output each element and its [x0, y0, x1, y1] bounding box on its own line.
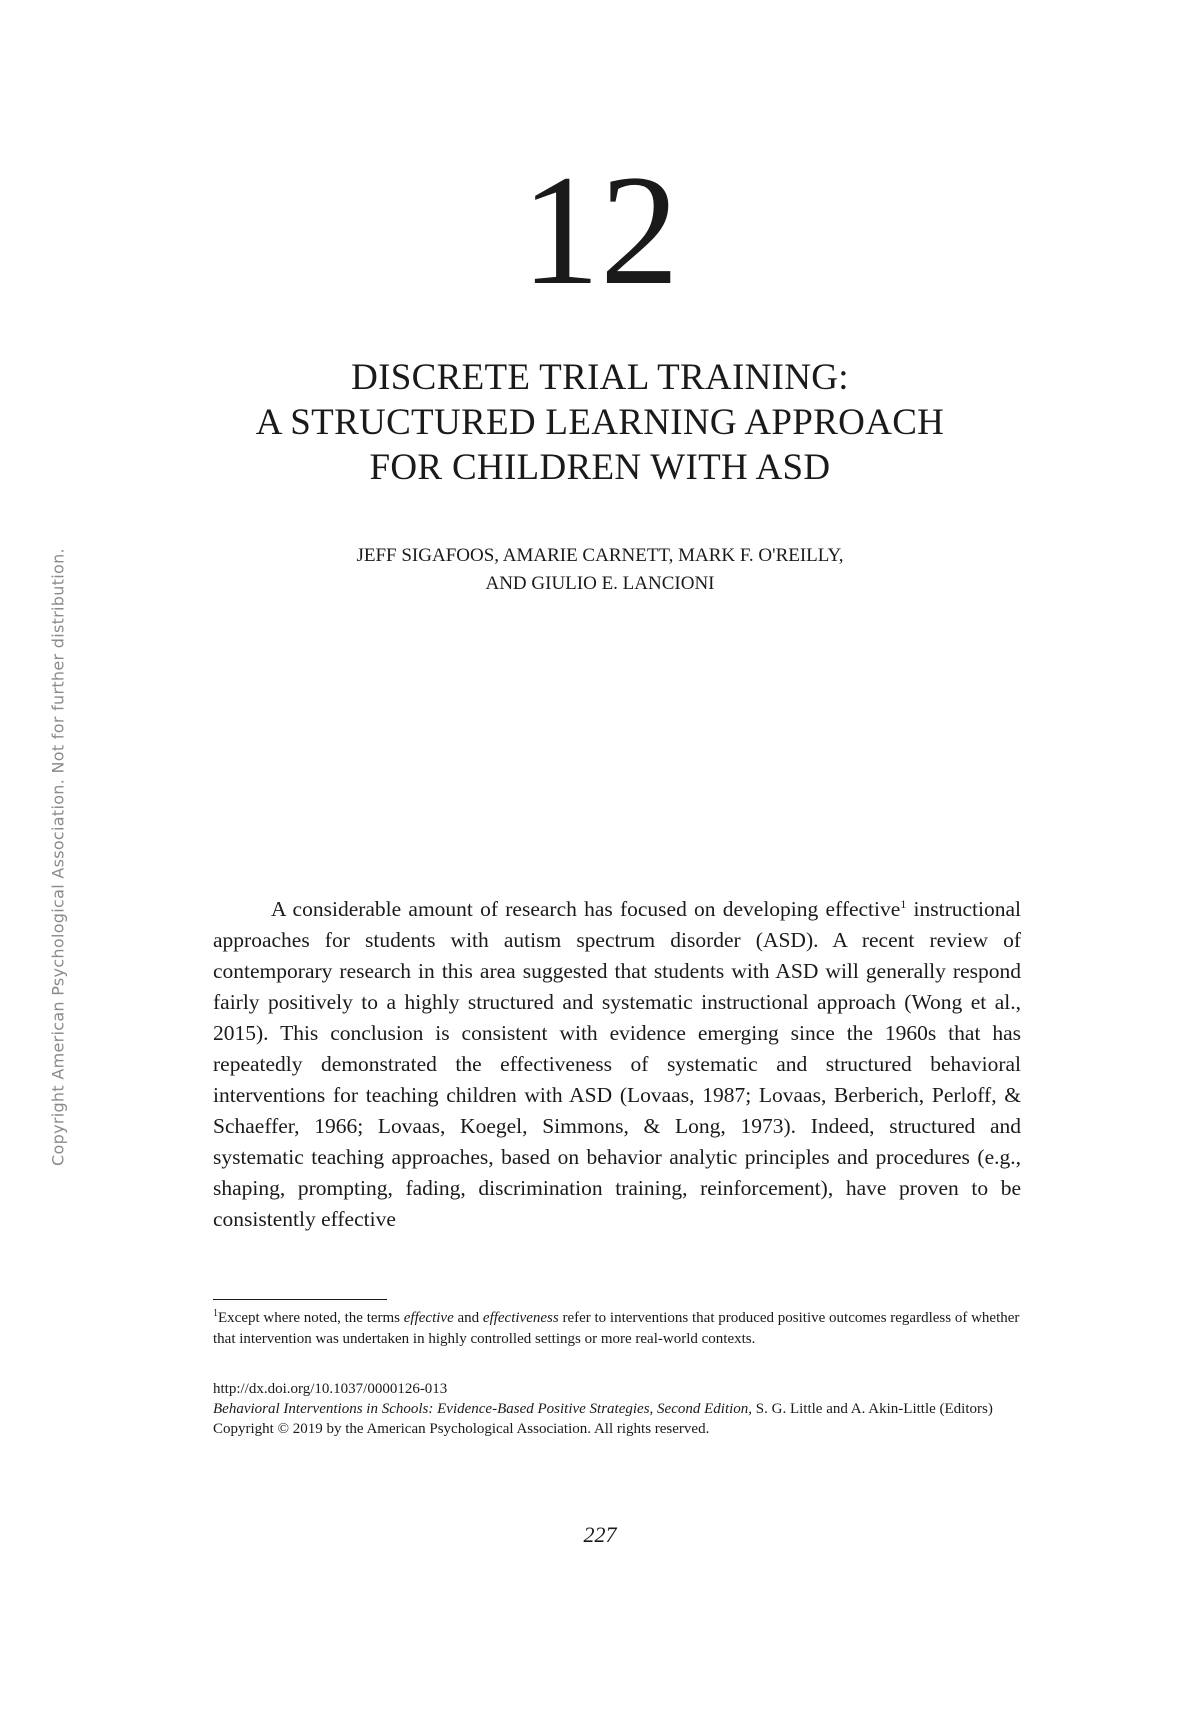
- chapter-number: 12: [521, 143, 679, 318]
- footnote: [213, 1308, 1021, 1350]
- footnote-term: effectiveness: [482, 1310, 559, 1326]
- author-line: AND GIULIO E. LANCIONI: [485, 573, 715, 594]
- footnote-marker: 1: [900, 896, 907, 911]
- chapter-authors: [0, 542, 1200, 598]
- doi-link[interactable]: http://dx.doi.org/10.1037/0000126-013: [213, 1381, 448, 1397]
- author-line: JEFF SIGAFOOS, AMARIE CARNETT, MARK F. O'REILLY,: [356, 545, 844, 566]
- footnote-number: 1: [213, 1308, 218, 1319]
- footnote-divider: [213, 1299, 387, 1300]
- book-editors: S. G. Little and A. Akin-Little (Editors): [752, 1401, 993, 1417]
- footnote-text: Except where noted, the terms: [218, 1310, 404, 1326]
- body-paragraph: [213, 894, 1021, 1235]
- chapter-title: [0, 355, 1200, 490]
- copyright-side-note: Copyright American Psychological Association. Not for further distribution.: [48, 548, 68, 1166]
- book-citation: [213, 1399, 1021, 1419]
- copyright-line: Copyright © 2019 by the American Psychological Association. All rights reserved.: [213, 1421, 710, 1437]
- book-title: Behavioral Interventions in Schools: Evidence-Based Positive Strategies, Second Edition,: [213, 1401, 753, 1417]
- chapter-title-line: A STRUCTURED LEARNING APPROACH: [255, 402, 945, 443]
- body-rest: instructional approaches for students with autism spectrum disorder (ASD). A recent review of contemporary research in this area suggested that students with ASD will generally respond fairly positively to a highly structured and systematic instructional approach (Wong et al., 2015). This conclusion is consistent with evidence emerging since the 1960s that has repeatedly demonstrated the effectiveness of systematic and structured behavioral interventions for teaching children with ASD (Lovaas, 1987; Lovaas, Berberich, Perloff, & Schaeffer, 1966; Lovaas, Koegel, Simmons, & Long, 1973). Indeed, structured and systematic teaching approaches, based on behavior analytic principles and procedures (e.g., shaping, prompting, fading, discrimination training, reinforcement), have proven to be consistently effective: [213, 897, 1022, 1231]
- body-lead: A considerable amount of research has focused on developing effective: [271, 897, 901, 921]
- publication-info: [213, 1379, 1021, 1439]
- page-number: 227: [583, 1522, 617, 1547]
- footnote-text: and: [453, 1310, 483, 1326]
- footnote-term: effective: [403, 1310, 454, 1326]
- chapter-title-line: FOR CHILDREN WITH ASD: [369, 447, 831, 488]
- footnote-text: refer to interventions that produced positive outcomes regardless of whether that intervention was undertaken in highly controlled settings or more real-world contexts.: [213, 1310, 1020, 1347]
- chapter-title-line: DISCRETE TRIAL TRAINING:: [351, 357, 849, 398]
